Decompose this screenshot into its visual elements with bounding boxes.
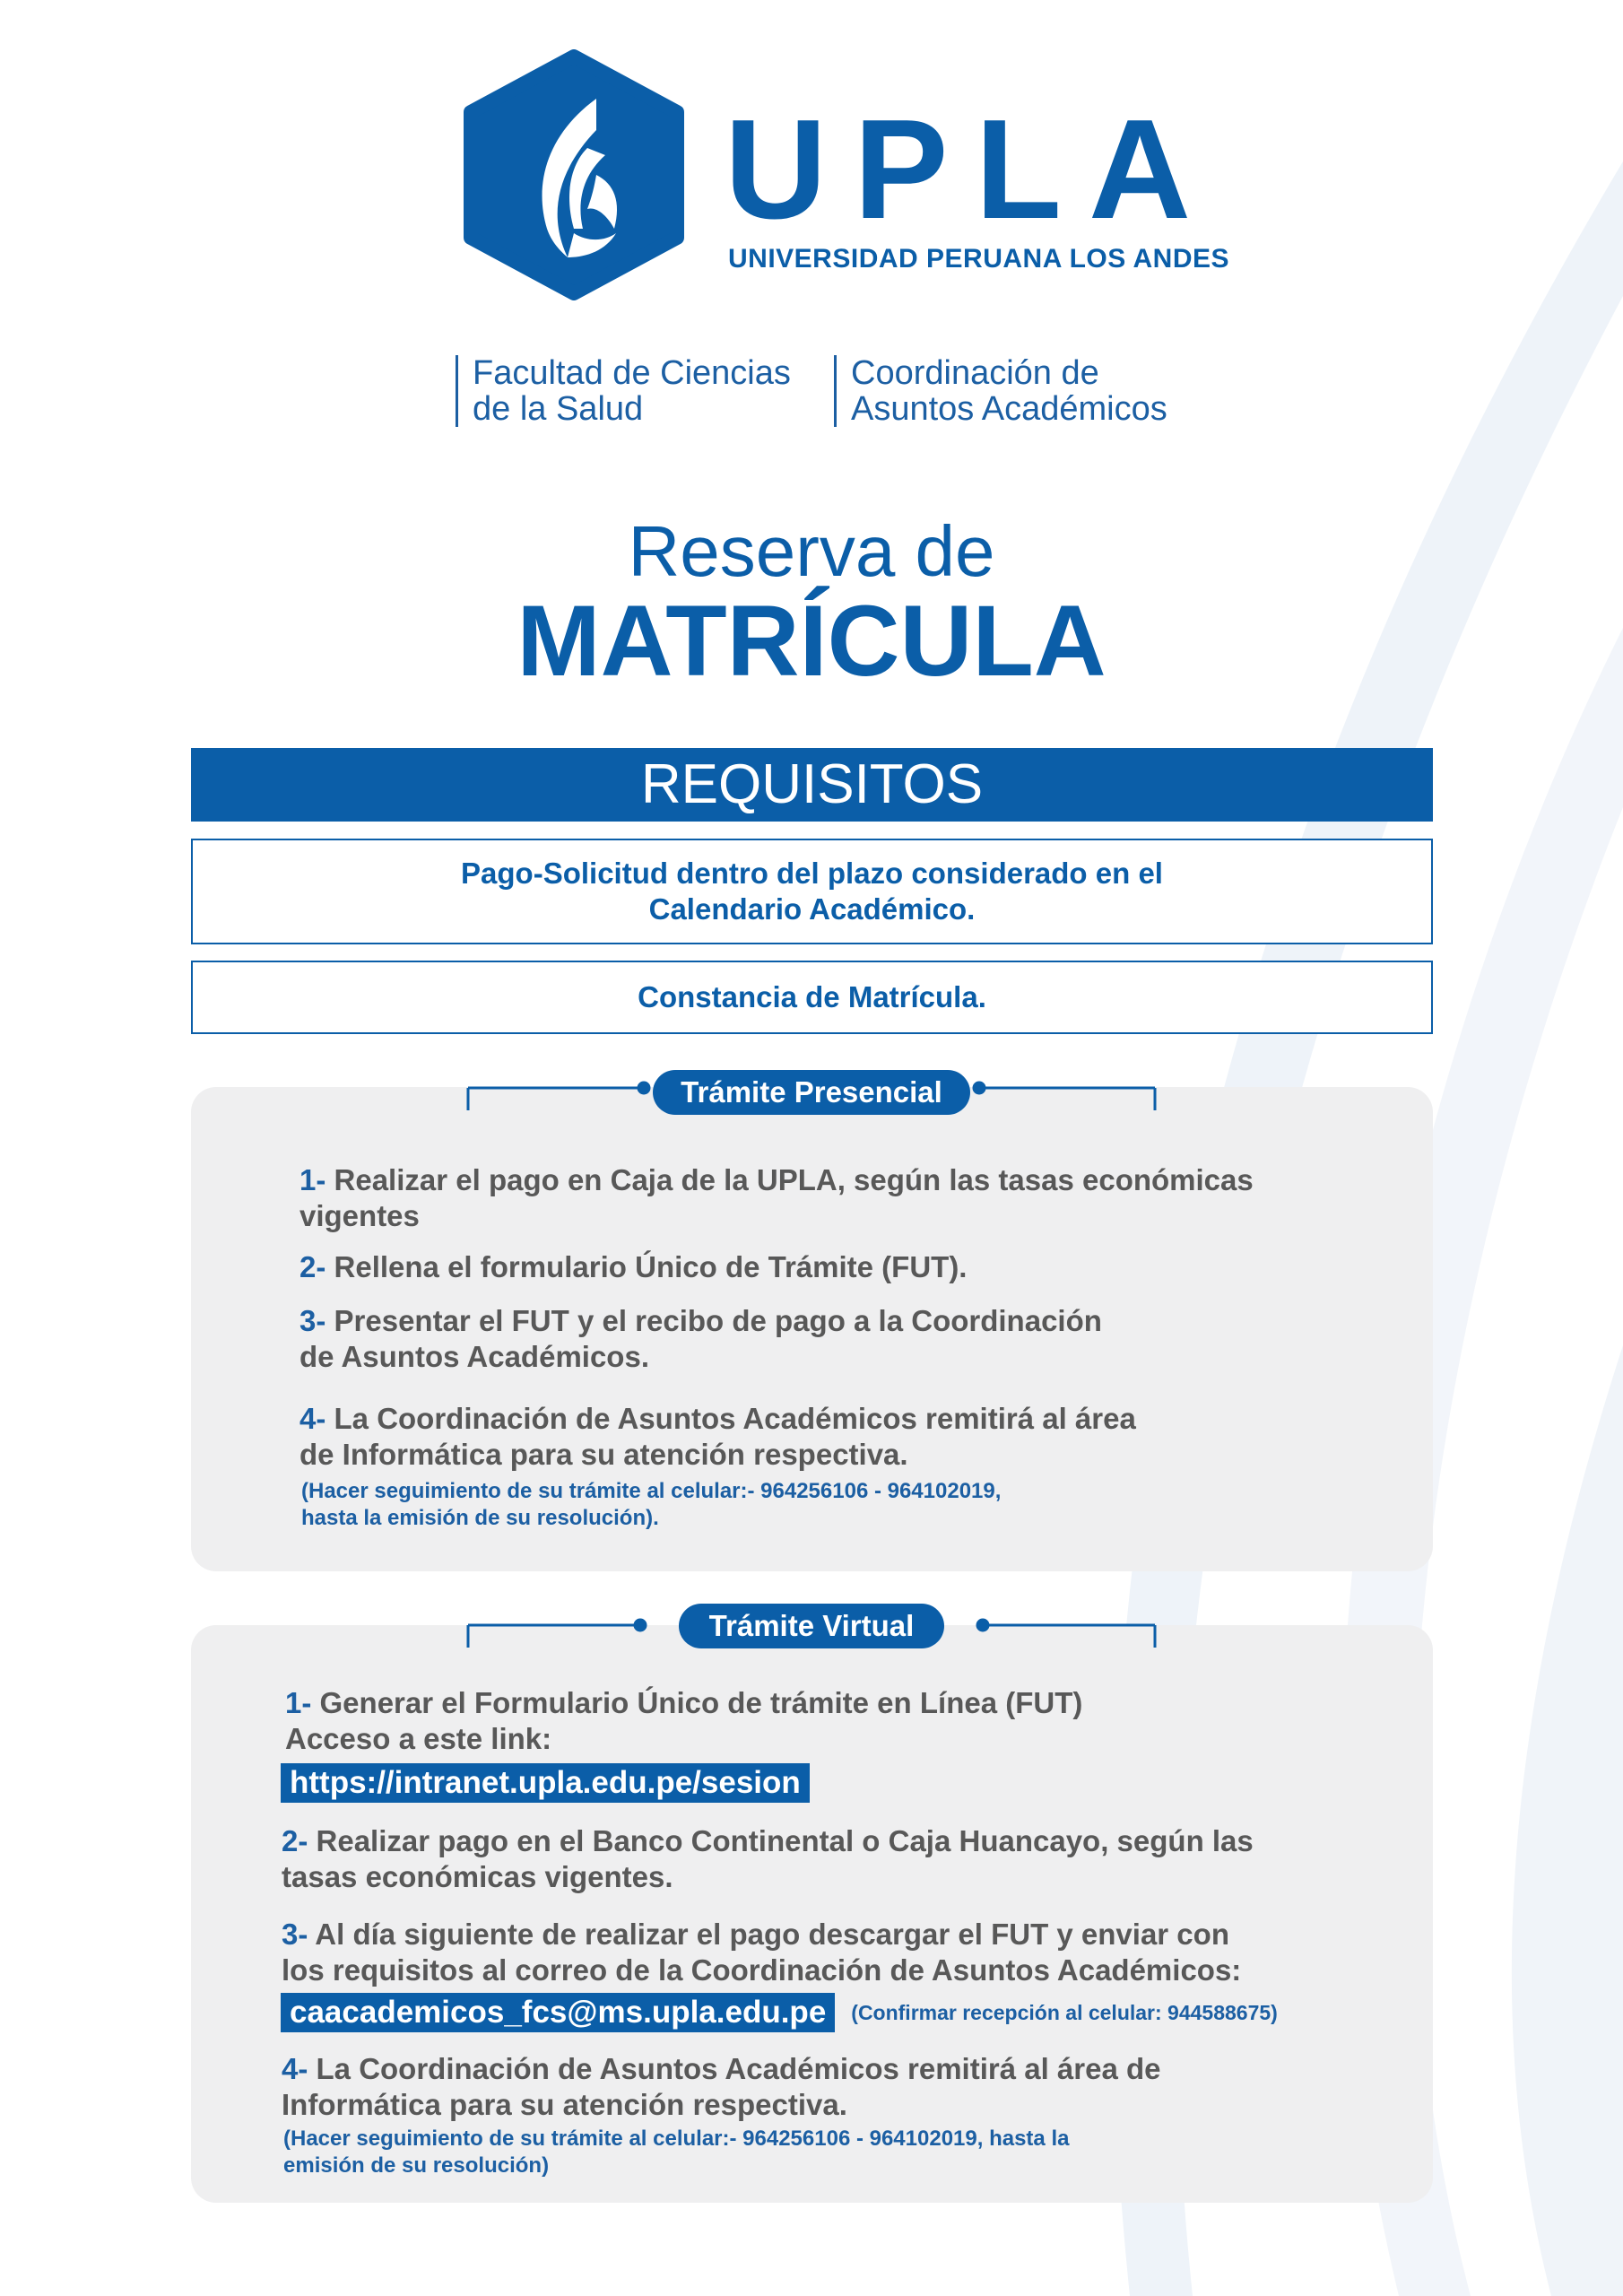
virtual-note: (Hacer seguimiento de su trámite al celular:- 964256106 - 964102019, hasta la emisión de su resolución) xyxy=(283,2126,1070,2178)
email-confirm-note: (Confirmar recepción al celular: 944588675) xyxy=(851,2001,1278,2024)
requisitos-header: REQUISITOS xyxy=(191,748,1433,822)
presencial-step-4: 4- La Coordinación de Asuntos Académicos remitirá al área de Informática para su atención respectiva. xyxy=(299,1402,1136,1471)
email-link[interactable]: caacademicos_fcs@ms.upla.edu.pe xyxy=(281,1993,835,2032)
title-line-1: Reserva de xyxy=(628,511,995,591)
title-line-2: MATRÍCULA xyxy=(516,585,1107,697)
department-coordination: Coordinación de Asuntos Académicos xyxy=(834,355,1167,427)
virtual-step-3: 3- Al día siguiente de realizar el pago descargar el FUT y enviar con los requisitos al correo de la Coordinación de Asuntos Académicos: xyxy=(282,1918,1242,1987)
requisito-item: Pago-Solicitud dentro del plazo considerado en el Calendario Académico. xyxy=(191,839,1433,944)
intranet-link[interactable]: https://intranet.upla.edu.pe/sesion xyxy=(281,1763,810,1803)
requisito-item: Constancia de Matrícula. xyxy=(191,961,1433,1034)
presencial-note: (Hacer seguimiento de su trámite al celular:- 964256106 - 964102019, hasta la emisión de su resolución). xyxy=(301,1479,1002,1530)
department-faculty: Facultad de Ciencias de la Salud xyxy=(456,355,791,427)
upla-logo-icon xyxy=(462,49,686,300)
virtual-step-2: 2- Realizar pago en el Banco Continental o Caja Huancayo, según las tasas económicas vigentes. xyxy=(282,1824,1254,1893)
presencial-step-2: 2- Rellena el formulario Único de Trámite (FUT). xyxy=(299,1250,968,1283)
virtual-step-1: 1- Generar el Formulario Único de trámite en Línea (FUT) Acceso a este link: xyxy=(285,1686,1083,1755)
tramite-presencial-label: Trámite Presencial xyxy=(653,1070,970,1115)
brand-name: UPLA xyxy=(725,91,1219,248)
virtual-step-4: 4- La Coordinación de Asuntos Académicos remitirá al área de Informática para su atención respectiva. xyxy=(282,2052,1161,2121)
tramite-virtual-label: Trámite Virtual xyxy=(679,1604,944,1648)
brand-subtitle: UNIVERSIDAD PERUANA LOS ANDES xyxy=(728,244,1229,274)
presencial-step-1: 1- Realizar el pago en Caja de la UPLA, según las tasas económicas vigentes xyxy=(299,1163,1254,1232)
presencial-step-3: 3- Presentar el FUT y el recibo de pago a la Coordinación de Asuntos Académicos. xyxy=(299,1304,1102,1373)
